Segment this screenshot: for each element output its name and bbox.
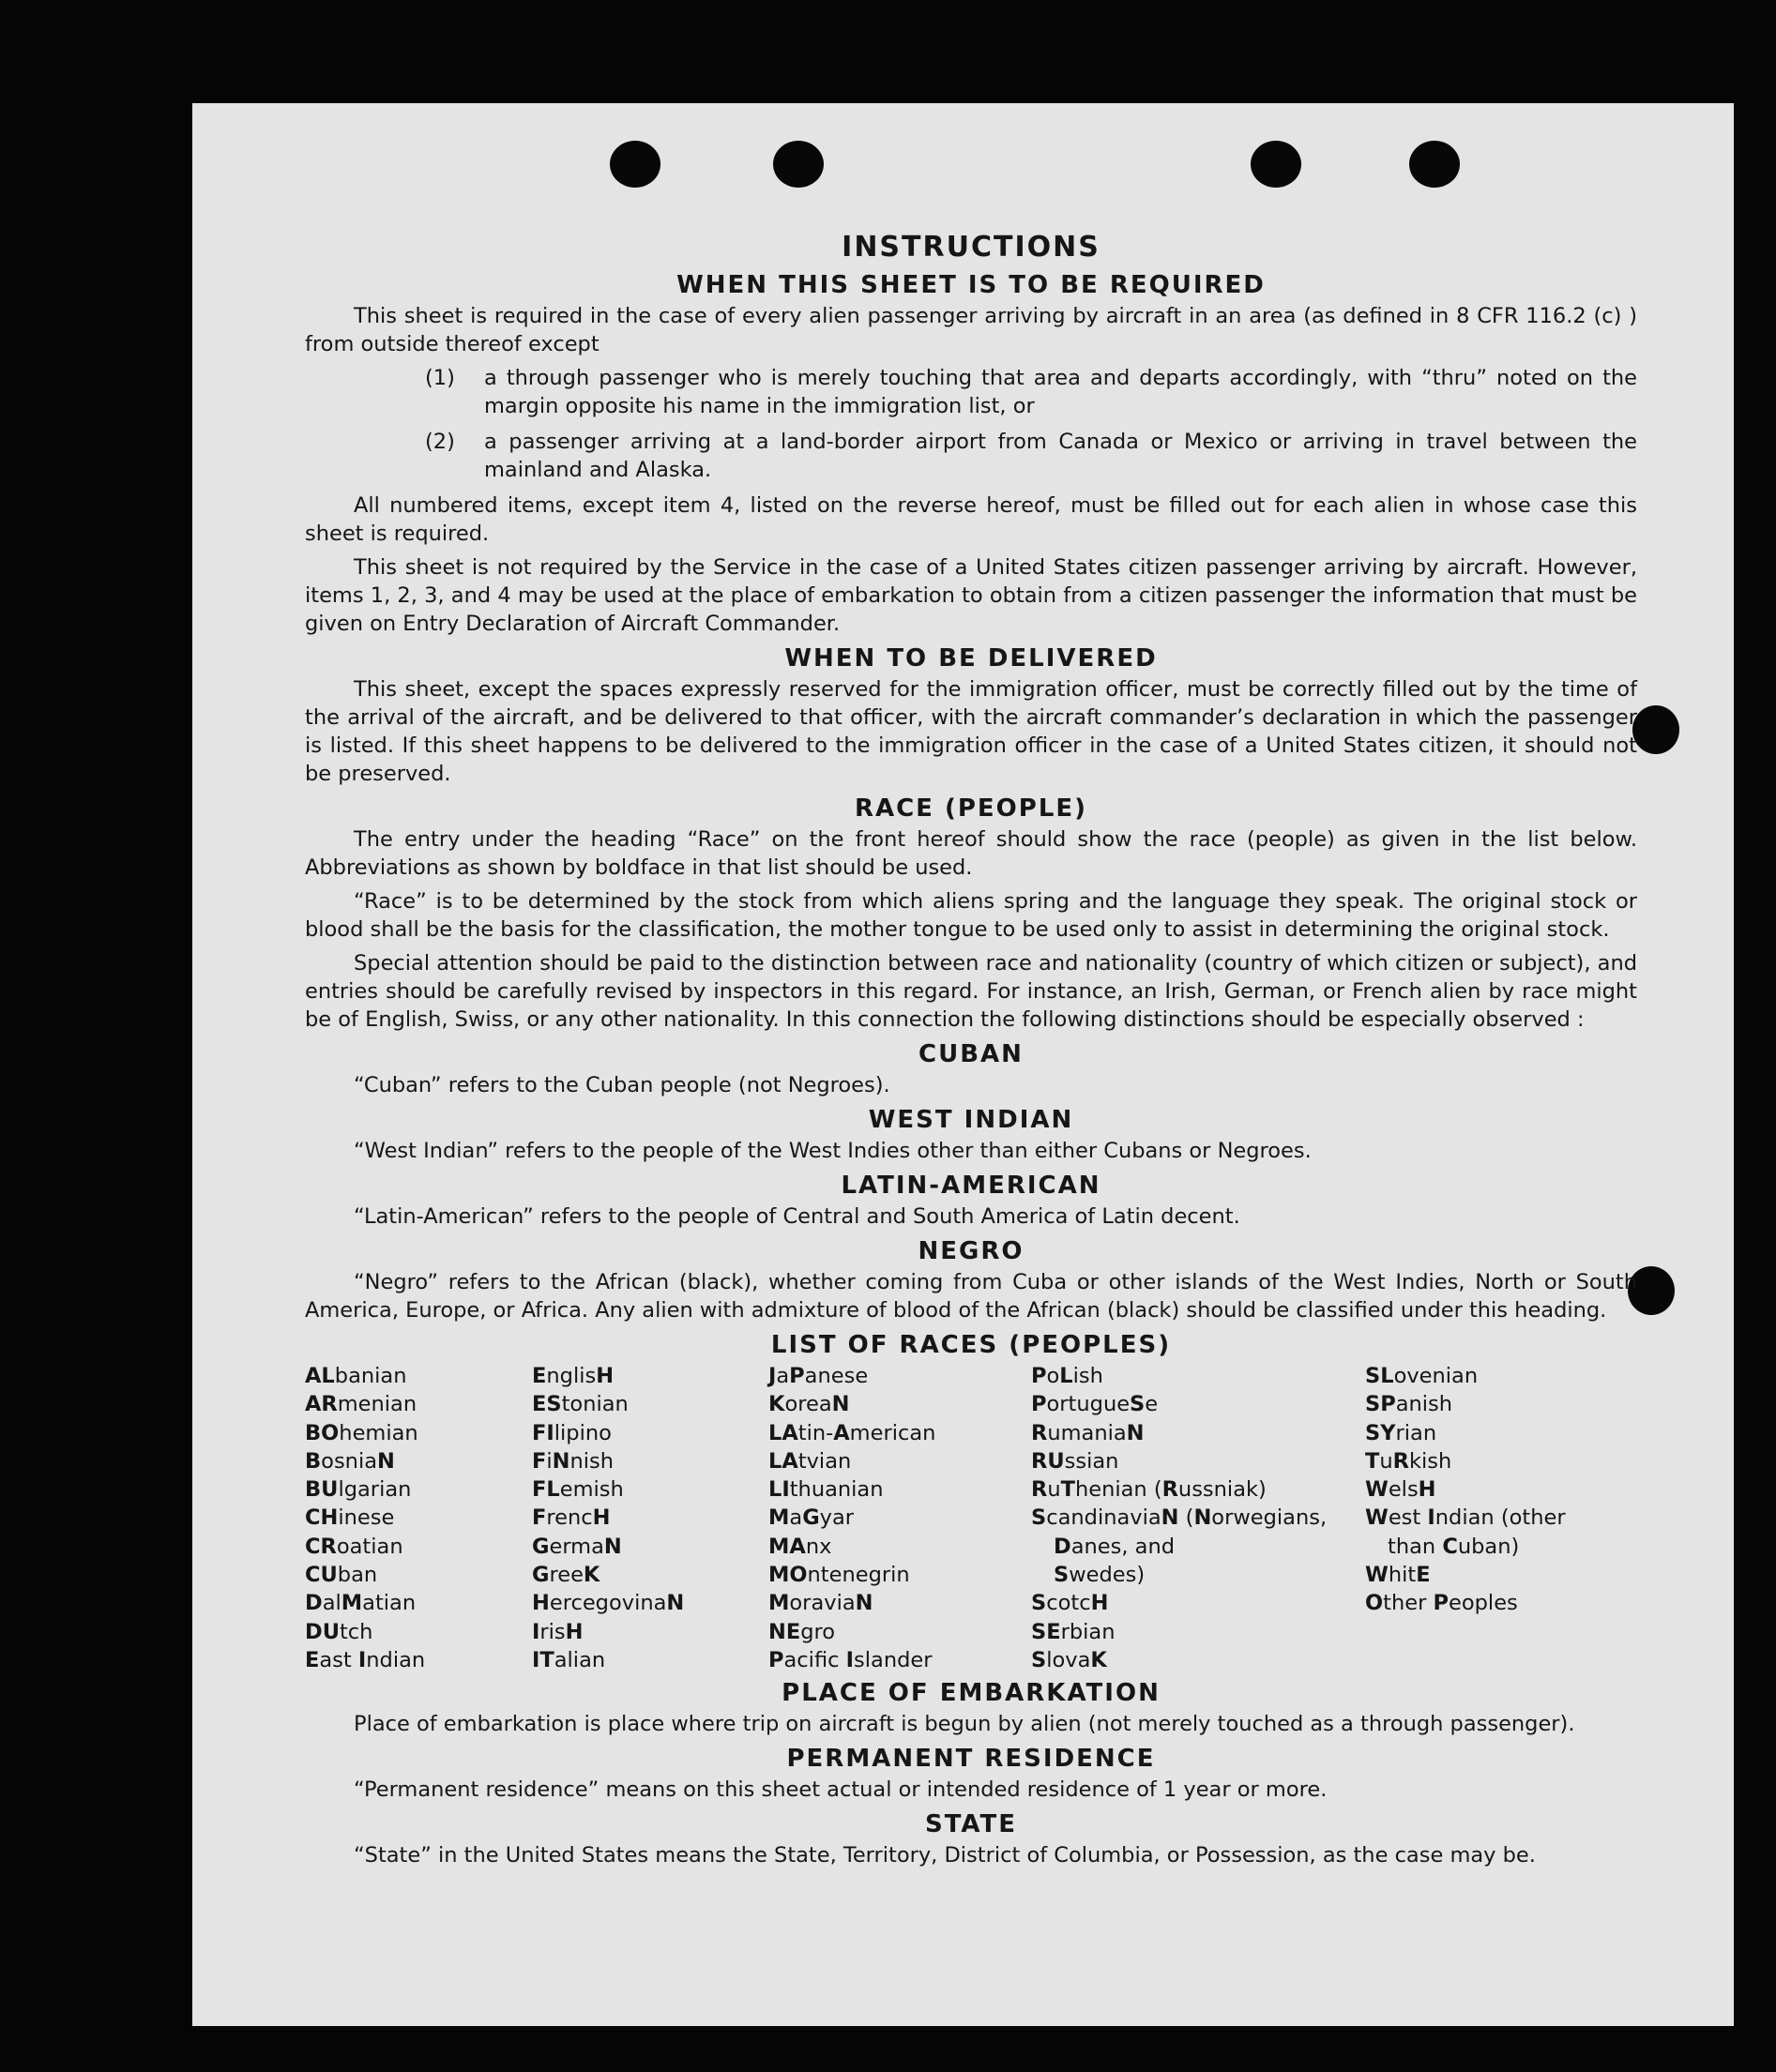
paragraph: Special attention should be paid to the distinction between race and nationality (country of which citizen or subject), and entries should be carefully revised by inspectors in this regard. For instance, an Irish, German, or French alien by race might be of English, Swiss, or any other nationality. In this connection the following distinctions should be especially observed :: [305, 951, 1637, 1032]
race-entry: than Cuban): [1388, 1534, 1520, 1559]
section-heading: WEST INDIAN: [868, 1106, 1074, 1134]
race-entry: DalMatian: [305, 1591, 417, 1616]
race-entry: MAnx: [768, 1534, 832, 1559]
race-entry: MoraviaN: [768, 1591, 873, 1616]
race-entry: PoLish: [1031, 1364, 1103, 1388]
section-heading: PLACE OF EMBARKATION: [782, 1679, 1161, 1708]
race-entry: RUssian: [1031, 1448, 1119, 1474]
race-entry: RuThenian (Russniak): [1031, 1477, 1267, 1503]
item-text: a passenger arriving at a land-border airport from Canada or Mexico or arriving in travel between the mainland and Alaska.: [484, 430, 1637, 482]
instructions-content: [305, 233, 1637, 1875]
race-entry: ScotcH: [1031, 1591, 1109, 1616]
race-entry: WelsH: [1365, 1477, 1436, 1503]
punch-hole: [1251, 141, 1301, 188]
punch-hole: [773, 141, 824, 188]
document-sheet: [192, 103, 1734, 2026]
paragraph: “State” in the United States means the State, Territory, District of Columbia, or Possession, as the case may be.: [354, 1843, 1536, 1868]
race-list: [305, 1362, 1637, 1674]
race-entry: East Indian: [305, 1647, 426, 1672]
race-entry: EStonian: [532, 1392, 629, 1417]
paragraph: “West Indian” refers to the people of the West Indies other than either Cubans or Negroes.: [354, 1139, 1312, 1163]
punch-hole: [610, 141, 660, 188]
race-entry: FIlipino: [532, 1420, 612, 1445]
item-number: (1): [425, 366, 455, 390]
race-entry: SErbian: [1031, 1619, 1116, 1644]
section-heading: LIST OF RACES (PEOPLES): [770, 1331, 1172, 1359]
paragraph: This sheet, except the spaces expressly reserved for the immigration officer, must be correctly filled out by the time of the arrival of the aircraft, and be delivered to that officer, with the aircraft commander’s declaration in which the passenger is listed. If this sheet happens to be delivered to the immigration officer in the case of a United States citizen, it should not be preserved.: [305, 677, 1637, 786]
section-heading: STATE: [924, 1810, 1018, 1839]
race-entry: SYrian: [1365, 1420, 1437, 1445]
race-entry: TuRkish: [1365, 1448, 1452, 1474]
punch-hole: [1409, 141, 1460, 188]
paragraph: “Cuban” refers to the Cuban people (not Negroes).: [354, 1073, 890, 1097]
race-column: [532, 1362, 768, 1674]
race-entry: PortugueSe: [1031, 1392, 1159, 1417]
paragraph: The entry under the heading “Race” on the front hereof should show the race (people) as given in the list below. Abbreviations as shown by boldface in that list should be used.: [305, 827, 1637, 880]
race-entry: FrencH: [532, 1505, 611, 1531]
race-entry: FiNnish: [532, 1448, 615, 1474]
race-entry: Swedes): [1054, 1563, 1146, 1588]
race-column: [1365, 1362, 1637, 1674]
race-entry: SLovenian: [1365, 1364, 1479, 1388]
race-entry: ITalian: [532, 1647, 606, 1672]
race-entry: Danes, and: [1054, 1534, 1175, 1559]
section-heading: RACE (PEOPLE): [854, 794, 1088, 823]
paragraph: This sheet is not required by the Service in the case of a United States citizen passenger arriving by aircraft. However, items 1, 2, 3, and 4 may be used at the place of embarkation to obtain from a citizen passenger the information that must be given on Entry Declaration of Aircraft Commander.: [305, 555, 1637, 636]
race-column: [305, 1362, 532, 1674]
race-entry: CHinese: [305, 1505, 395, 1531]
paragraph: “Latin-American” refers to the people of Central and South America of Latin decent.: [354, 1204, 1240, 1229]
punch-hole: [1632, 705, 1679, 754]
race-entry: RumaniaN: [1031, 1420, 1145, 1445]
paragraph: This sheet is required in the case of every alien passenger arriving by aircraft in an area (as defined in 8 CFR 116.2 (c) ) from outside thereof except: [305, 304, 1637, 356]
race-entry: MaGyar: [768, 1505, 855, 1531]
race-entry: Other Peoples: [1365, 1591, 1518, 1616]
item-text: a through passenger who is merely touching that area and departs accordingly, with “thru” noted on the margin opposite his name in the immigration list, or: [484, 366, 1637, 418]
race-entry: West Indian (other: [1365, 1505, 1566, 1531]
race-column: [1031, 1362, 1365, 1674]
list-item: [305, 364, 1637, 420]
item-number: (2): [425, 430, 455, 454]
section-heading: PERMANENT RESIDENCE: [786, 1745, 1156, 1774]
race-entry: DUtch: [305, 1619, 373, 1644]
race-entry: WhitE: [1365, 1563, 1431, 1588]
section-heading: NEGRO: [918, 1237, 1025, 1265]
paragraph: All numbered items, except item 4, listed on the reverse hereof, must be filled out for each alien in whose case this sheet is required.: [305, 493, 1637, 546]
race-entry: GermaN: [532, 1534, 622, 1559]
paragraph: “Race” is to be determined by the stock from which aliens spring and the language they speak. The original stock or blood shall be the basis for the classification, the mother tongue to be used only to assist in determining the original stock.: [305, 889, 1637, 942]
race-entry: SlovaK: [1031, 1647, 1107, 1672]
paragraph: Place of embarkation is place where trip on aircraft is begun by alien (not merely touched as a through passenger).: [354, 1712, 1575, 1737]
race-entry: IrisH: [532, 1619, 584, 1644]
race-entry: LAtin-American: [768, 1420, 936, 1445]
list-item: [305, 428, 1637, 484]
page-title: INSTRUCTIONS: [842, 231, 1101, 264]
race-entry: ALbanian: [305, 1364, 407, 1388]
race-entry: FLemish: [532, 1477, 624, 1503]
race-entry: CRoatian: [305, 1534, 403, 1559]
race-entry: ScandinaviaN (Norwegians,: [1031, 1505, 1328, 1531]
race-entry: BosniaN: [305, 1448, 395, 1474]
race-entry: HercegovinaN: [532, 1591, 685, 1616]
race-entry: Pacifc Islander: [768, 1647, 933, 1672]
section-heading: WHEN TO BE DELIVERED: [784, 644, 1158, 673]
race-entry: LIthuanian: [768, 1477, 884, 1503]
race-entry: JaPanese: [768, 1364, 869, 1388]
race-entry: LAtvian: [768, 1448, 852, 1474]
section-heading: LATIN-AMERICAN: [841, 1172, 1101, 1200]
race-entry: CUban: [305, 1563, 378, 1588]
race-entry: MOntenegrin: [768, 1563, 910, 1588]
section-heading: WHEN THIS SHEET IS TO BE REQUIRED: [676, 271, 1266, 299]
race-entry: SPanish: [1365, 1392, 1453, 1417]
race-entry: BOhemian: [305, 1420, 418, 1445]
paragraph: “Permanent residence” means on this sheet actual or intended residence of 1 year or more.: [354, 1777, 1328, 1803]
race-column: [768, 1362, 1031, 1674]
race-entry: NEgro: [768, 1619, 836, 1644]
paragraph: “Negro” refers to the African (black), whether coming from Cuba or other islands of the West Indies, North or South America, Europe, or Africa. Any alien with admixture of blood of the African (black) should be classified under this heading.: [305, 1270, 1637, 1323]
race-entry: KoreaN: [768, 1392, 850, 1417]
race-entry: EnglisH: [532, 1364, 615, 1388]
race-entry: GreeK: [532, 1563, 600, 1588]
race-entry: ARmenian: [305, 1392, 417, 1417]
section-heading: CUBAN: [918, 1040, 1024, 1068]
race-entry: BUlgarian: [305, 1477, 412, 1503]
